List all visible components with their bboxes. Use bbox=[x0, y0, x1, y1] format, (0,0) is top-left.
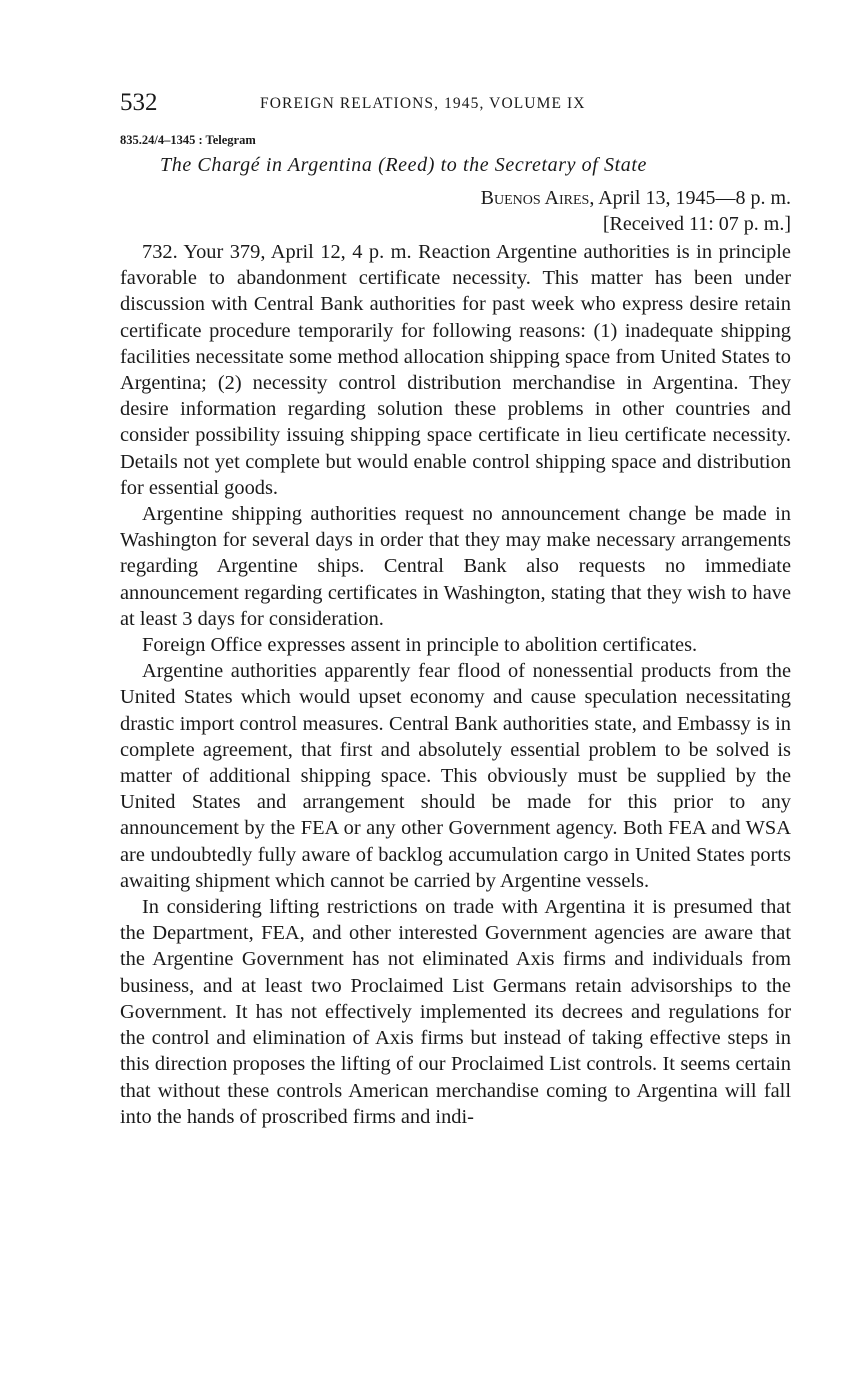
paragraph-2: Argentine shipping authorities request no announcement change be made in Washington for several days in order that they may make necessary arrangements regarding Argentine ships. Central Bank also requests no immediate announcement regarding certificates in Washington, stating that they wish to have at least 3 days for consideration. bbox=[120, 503, 791, 630]
dateline-date: , April 13, 1945—8 p. m. bbox=[589, 187, 791, 209]
dateline bbox=[120, 185, 791, 211]
dateline-place: Buenos Aires bbox=[480, 187, 590, 209]
page-number: 532 bbox=[120, 89, 158, 116]
paragraph-4: Argentine authorities apparently fear flood of nonessential products from the United States which would upset economy and cause speculation necessitating drastic import control measures. Central Bank authorities state, and Embassy is in complete agreement, that first and absolutely essential problem to be solved is matter of additional shipping space. This obviously must be supplied by the United States and arrangement should be made for this prior to any announcement by the FEA or any other Government agency. Both FEA and WSA are undoubtedly fully aware of backlog accumulation cargo in United States ports awaiting shipment which cannot be carried by Argentine vessels. bbox=[120, 660, 791, 892]
document-title: The Chargé in Argentina (Reed) to the Secretary of State bbox=[160, 154, 648, 176]
paragraph-5: In considering lifting restrictions on trade with Argentina it is presumed that the Department, FEA, and other interested Government agencies are aware that the Argentine Government has not eliminated Axis firms and individuals from business, and at least two Proclaimed List Germans retain advisorships to the Government. It has not effectively implemented its decrees and regulations for the control and elimination of Axis firms but instead of taking effective steps in this direction proposes the lifting of our Proclaimed List controls. It seems certain that without these controls American merchandise coming to Argentina will fall into the hands of proscribed firms and indi- bbox=[120, 896, 791, 1128]
paragraph-3: Foreign Office expresses assent in principle to abolition certificates. bbox=[142, 634, 698, 657]
running-head bbox=[120, 88, 791, 122]
document-page bbox=[120, 88, 791, 1130]
received-line: [Received 11: 07 p. m.] bbox=[602, 213, 791, 235]
paragraph-1: 732. Your 379, April 12, 4 p. m. Reaction Argentine authorities is in principle favorable to abandonment certificate necessity. This matter has been under discussion with Central Bank authorities for past week who express desire retain certificate procedure temporarily for following reasons: (1) inadequate shipping facilities necessitate some method allocation shipping space from United States to Argentina; (2) necessity control distribution merchandise in Argentina. They desire information regarding solution these problems in other countries and consider possibility issuing shipping space certificate in lieu certificate necessity. Details not yet complete but would enable control shipping space and distribution for essential goods. bbox=[120, 241, 791, 499]
running-title: FOREIGN RELATIONS, 1945, VOLUME IX bbox=[260, 95, 586, 112]
file-reference: 835.24/4–1345 : Telegram bbox=[120, 133, 256, 147]
